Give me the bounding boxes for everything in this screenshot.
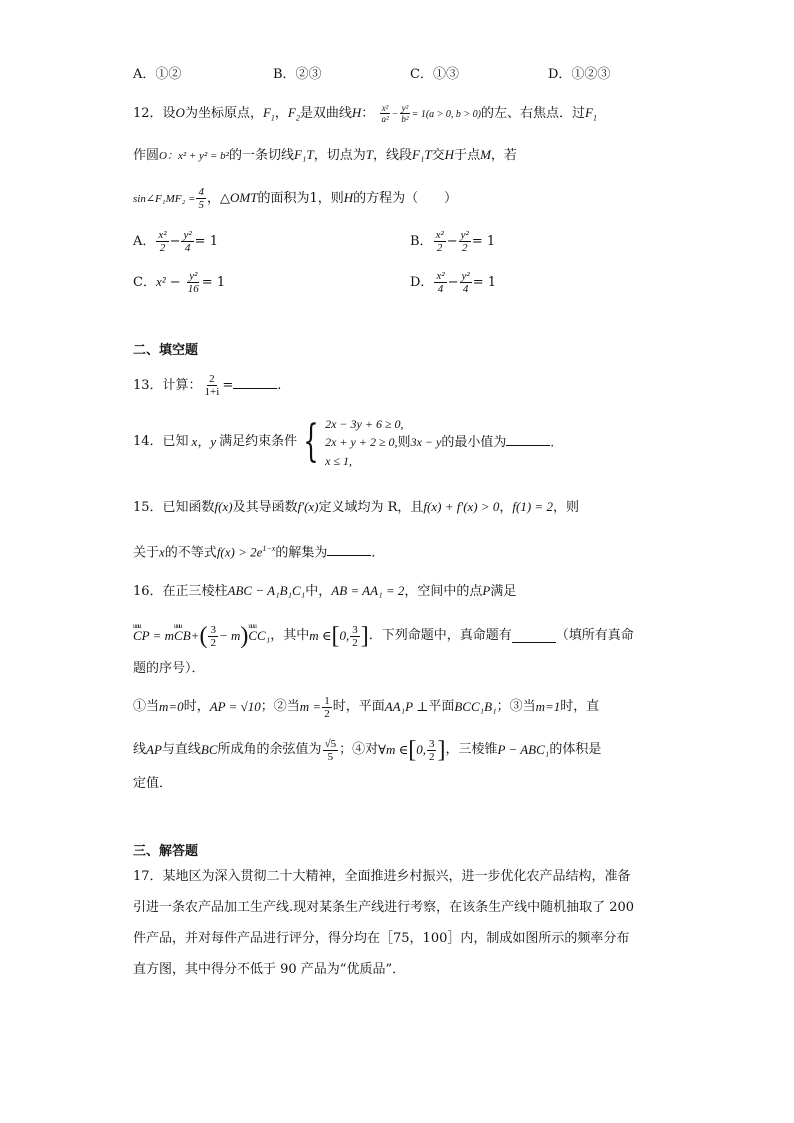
q17-line-3: 件产品，并对每件产品进行评分，得分均在［75，100］内，制成如图所示的频率分布 xyxy=(133,931,630,946)
q16-statements-line-2: 线 AP 与直线 BC 所成角的余弦值为 $\frac{√5}{5}$ ；④对 ∀m ∈ [ 0, $\frac{3}{2}$ ] ，三棱锥 P − ABC₁ 的体积是 xyxy=(133,737,602,763)
q16-statements-line-3: 定值． xyxy=(133,776,173,791)
answer-blank[interactable] xyxy=(327,543,371,556)
q14: 14．已知 x，y 满足约束条件 { 2x − 3y + 6 ≥ 0, 2x + y + 2 ≥ 0,则3x − y的最小值为 ． x ≤ 1, xyxy=(133,416,563,468)
q12-option-b: B． $\frac{\text{x²}}{2}$ − $\frac{\text{y²}}{2}$ = 1 xyxy=(410,229,496,254)
q17-line-2: 引进一条农产品加工生产线.现对某条生产线进行考察，在该条生产线中随机抽取了 200 xyxy=(133,900,635,915)
q11-option-c: C．①③ xyxy=(410,67,459,82)
q15-line-2: 关于x的不等式$f(x) > 2e^{1-x}$的解集为 ． xyxy=(133,544,385,561)
q17-line-4: 直方图，其中得分不低于 90 产品为“优质品”． xyxy=(133,962,406,977)
q12-option-c: C．x² − $\frac{\text{y²}}{16}$ = 1 xyxy=(133,270,226,295)
q16-statements-line-1: ①当 m=0 时， AP = √10 ；②当 m = $\frac{1}{2}$ 时，平面 AA₁P ⊥ 平面 BCC₁B₁ ；③当 m=1 时，直 xyxy=(133,694,600,720)
q12-line-2: 作圆O：x² + y² = b²的一条切线F₁T，切点为T，线段F₁T交H于点M，若 xyxy=(133,147,517,163)
q17-line-1: 17．某地区为深入贯彻二十大精神，全面推进乡村振兴，进一步优化农产品结构，准备 xyxy=(133,869,631,884)
q16-line-2: uuu CP = m uuu CB + ( $\frac{3}{2}$ − m ) uuu CC₁ ，其中 m ∈ [ 0, $\frac{3}{2}$ ] ．下列命题中，真命题有 （填所有真命 xyxy=(133,618,634,654)
answer-blank[interactable] xyxy=(233,376,277,389)
q16-line-3: 题的序号）． xyxy=(133,661,205,676)
q11-option-d: D．①②③ xyxy=(548,67,611,82)
q11-option-b: B．②③ xyxy=(273,67,322,82)
q13: 13．计算： $\frac{2}{1+i}$ = . xyxy=(133,373,282,398)
q15-line-1: 15．已知函数f(x)及其导函数f′(x)定义域均为 R，且f(x) + f′(x) > 0，f(1) = 2，则 xyxy=(133,499,579,515)
answer-blank[interactable] xyxy=(506,433,550,446)
section-fill-in-heading: 二、填空题 xyxy=(133,343,199,358)
q16-line-1: 16．在正三棱柱ABC − A₁B₁C₁中，AB = AA₁ = 2，空间中的点P满足 xyxy=(133,583,517,599)
q11-option-a: A．①② xyxy=(133,67,182,82)
q12-option-d: D． $\frac{\text{x²}}{4}$ − $\frac{\text{y²}}{4}$ = 1 xyxy=(410,270,497,295)
section-solution-heading: 三、解答题 xyxy=(133,844,199,859)
q12-line-3: sin∠F₁MF₂ = $\frac{4}{5}$ ，△OMT的面积为1，则H的方程为（ ） xyxy=(133,186,458,211)
q12-option-a: A． $\frac{\text{x²}}{2}$ − $\frac{\text{y²}}{4}$ = 1 xyxy=(133,229,218,254)
q12-line-1: 12．设O为坐标原点，$F_1$，$F_2$是双曲线H： $\frac{\text{x²}}{\text{a²}}$ − $\frac{\text{y²}}{\text{b²}}$ = 1(a > 0, b > 0)的左、右焦点．过$F_1$ xyxy=(133,103,597,124)
answer-blank[interactable] xyxy=(512,630,556,643)
